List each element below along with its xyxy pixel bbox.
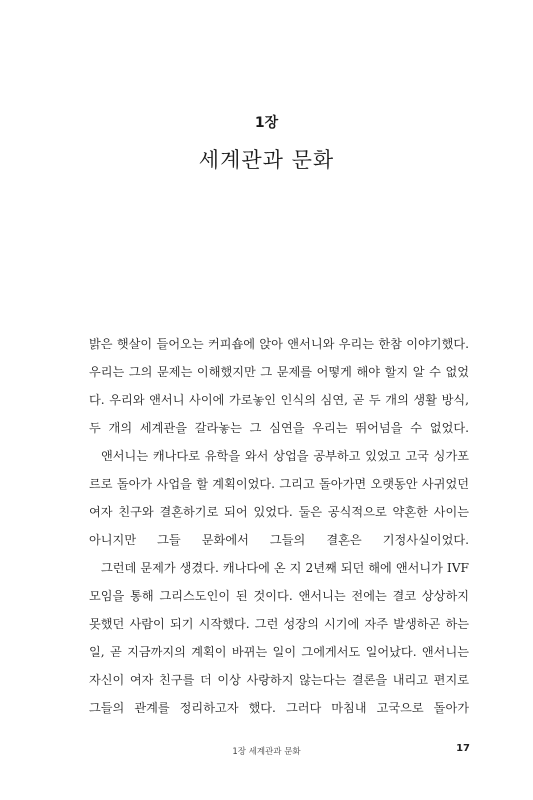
paragraph: 그런데 문제가 생겼다. 캐나다에 온 지 2년째 되던 해에 앤서니가 IVF 모임을 통해 그리스도인이 된 것이다. 앤서니는 전에는 결코 상상하지 못했던 사람이 되기 시작했다. 그런 성장의 시기에 자주 발생하곤 하는 일, 곧 지금까지의 계획이 바뀌는 일이 그에게서도 일어났다. 앤서니는 자신이 여자 친구를 더 이상 사랑하지 않는다는 결론을 내리고 편지로 그들의 관계를 정리하고자 했다. 그러다 마침내 고국으로 돌아가 bbox=[89, 561, 469, 715]
running-head: 1장 세계관과 문화 bbox=[232, 747, 301, 757]
paragraph: 앤서니는 캐나다로 유학을 와서 상업을 공부하고 있었고 고국 싱가포르로 돌아가 사업을 할 계획이었다. 그리고 돌아가면 오랫동안 사귀었던 여자 친구와 결혼하기로 되어 있었다. 둘은 공식적으로 약혼한 사이는 아니지만 그들 문화에서 그들의 결혼은 기정사실이었다. bbox=[89, 449, 469, 547]
page-number: 17 bbox=[456, 743, 470, 754]
body-text bbox=[89, 330, 469, 722]
chapter-title: 세계관과 문화 bbox=[198, 148, 335, 172]
chapter-number: 1장 bbox=[254, 115, 279, 131]
paragraph: 밝은 햇살이 들어오는 커피숍에 앉아 앤서니와 우리는 한참 이야기했다. 우리는 그의 문제는 이해했지만 그 문제를 어떻게 해야 할지 알 수 없었다. 우리와 앤서니 사이에 가로놓인 인식의 심연, 곧 두 개의 생활 방식, 두 개의 세계관을 갈라놓는 그 심연을 우리는 뛰어넘을 수 없었다. bbox=[89, 337, 469, 435]
